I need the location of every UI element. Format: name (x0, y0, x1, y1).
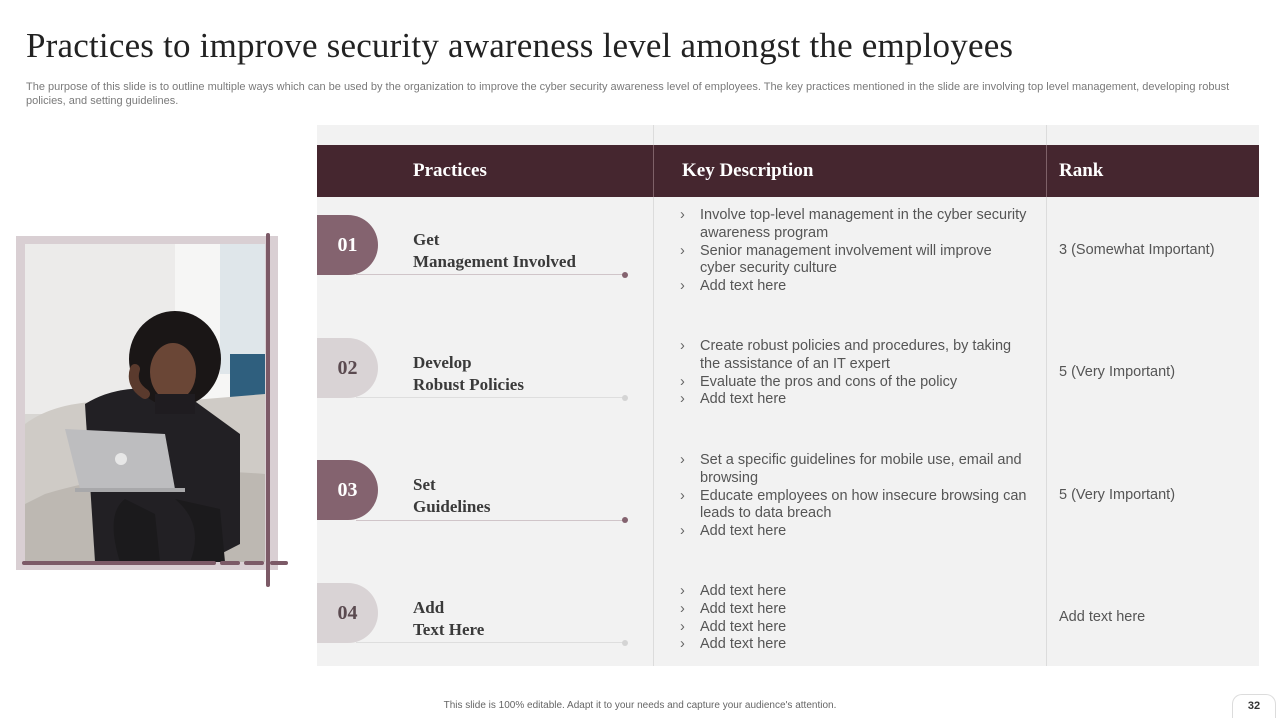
description-bullet: › Educate employees on how insecure browsing can leads to data breach (680, 488, 1030, 524)
key-description-list (680, 583, 1030, 654)
row-underline (356, 642, 626, 643)
rank-value: 5 (Very Important) (1059, 487, 1176, 503)
practice-name (413, 597, 643, 641)
practice-name-line: Robust Policies (413, 375, 524, 394)
footer-note: This slide is 100% editable. Adapt it to your needs and capture your audience's attention. (443, 700, 837, 711)
description-bullet: › Evaluate the pros and cons of the policy (680, 374, 1030, 392)
row-underline-dot (622, 395, 628, 401)
practice-name-line: Develop (413, 353, 472, 372)
row-number-badge: 04 (317, 583, 378, 643)
description-bullet: › Add text here (680, 523, 1030, 541)
frame-horizontal-dash (244, 561, 264, 565)
column-divider (653, 125, 654, 666)
row-underline (356, 520, 626, 521)
row-underline (356, 274, 626, 275)
practice-name-line: Set (413, 475, 436, 494)
slide-title: Practices to improve security awareness level amongst the employees (26, 26, 1014, 65)
practice-name-line: Get (413, 230, 440, 249)
header-key-description: Key Description (682, 160, 814, 181)
row-underline-dot (622, 517, 628, 523)
practice-name (413, 474, 643, 518)
row-number-badge: 01 (317, 215, 378, 275)
row-number-badge: 02 (317, 338, 378, 398)
practice-name-line: Text Here (413, 620, 485, 639)
frame-horizontal-dash (270, 561, 288, 565)
description-bullet: › Add text here (680, 636, 1030, 654)
table-header (317, 145, 1259, 197)
rank-value: 3 (Somewhat Important) (1059, 242, 1215, 258)
practice-name-line: Add (413, 598, 445, 617)
header-rank: Rank (1059, 160, 1104, 181)
practice-name-line: Guidelines (413, 497, 491, 516)
practice-name-line: Management Involved (413, 252, 576, 271)
description-bullet: › Add text here (680, 278, 1030, 296)
row-underline (356, 397, 626, 398)
frame-horizontal-accent (22, 561, 216, 565)
page-number: 32 (1232, 694, 1276, 718)
description-bullet: › Involve top-level management in the cyber security awareness program (680, 207, 1030, 243)
frame-vertical-accent (266, 233, 270, 587)
row-number-badge: 03 (317, 460, 378, 520)
frame-horizontal-dash (220, 561, 240, 565)
description-bullet: › Add text here (680, 583, 1030, 601)
rank-value: Add text here (1059, 609, 1146, 625)
description-bullet: › Senior management involvement will improve cyber security culture (680, 243, 1030, 279)
slide-subtitle: The purpose of this slide is to outline multiple ways which can be used by the organization to improve the cyber security awareness level of employees. The key practices mentioned in the slide are involving top level management, developing robust policies, and setting guidelines. (26, 81, 1230, 107)
photo-illustration (25, 244, 265, 562)
header-divider (1046, 145, 1047, 197)
key-description-list (680, 452, 1030, 541)
column-divider (1046, 125, 1047, 666)
header-divider (653, 145, 654, 197)
woman-with-laptop-photo (25, 244, 265, 562)
description-bullet: › Add text here (680, 391, 1030, 409)
description-bullet: › Add text here (680, 601, 1030, 619)
description-bullet: › Add text here (680, 619, 1030, 637)
description-bullet: › Set a specific guidelines for mobile use, email and browsing (680, 452, 1030, 488)
rank-value: 5 (Very Important) (1059, 364, 1176, 380)
description-bullet: › Create robust policies and procedures, by taking the assistance of an IT expert (680, 338, 1030, 374)
key-description-list (680, 338, 1030, 409)
key-description-list (680, 207, 1030, 296)
header-practices: Practices (413, 160, 487, 181)
row-underline-dot (622, 272, 628, 278)
practice-name (413, 352, 643, 396)
row-underline-dot (622, 640, 628, 646)
practice-name (413, 229, 643, 273)
